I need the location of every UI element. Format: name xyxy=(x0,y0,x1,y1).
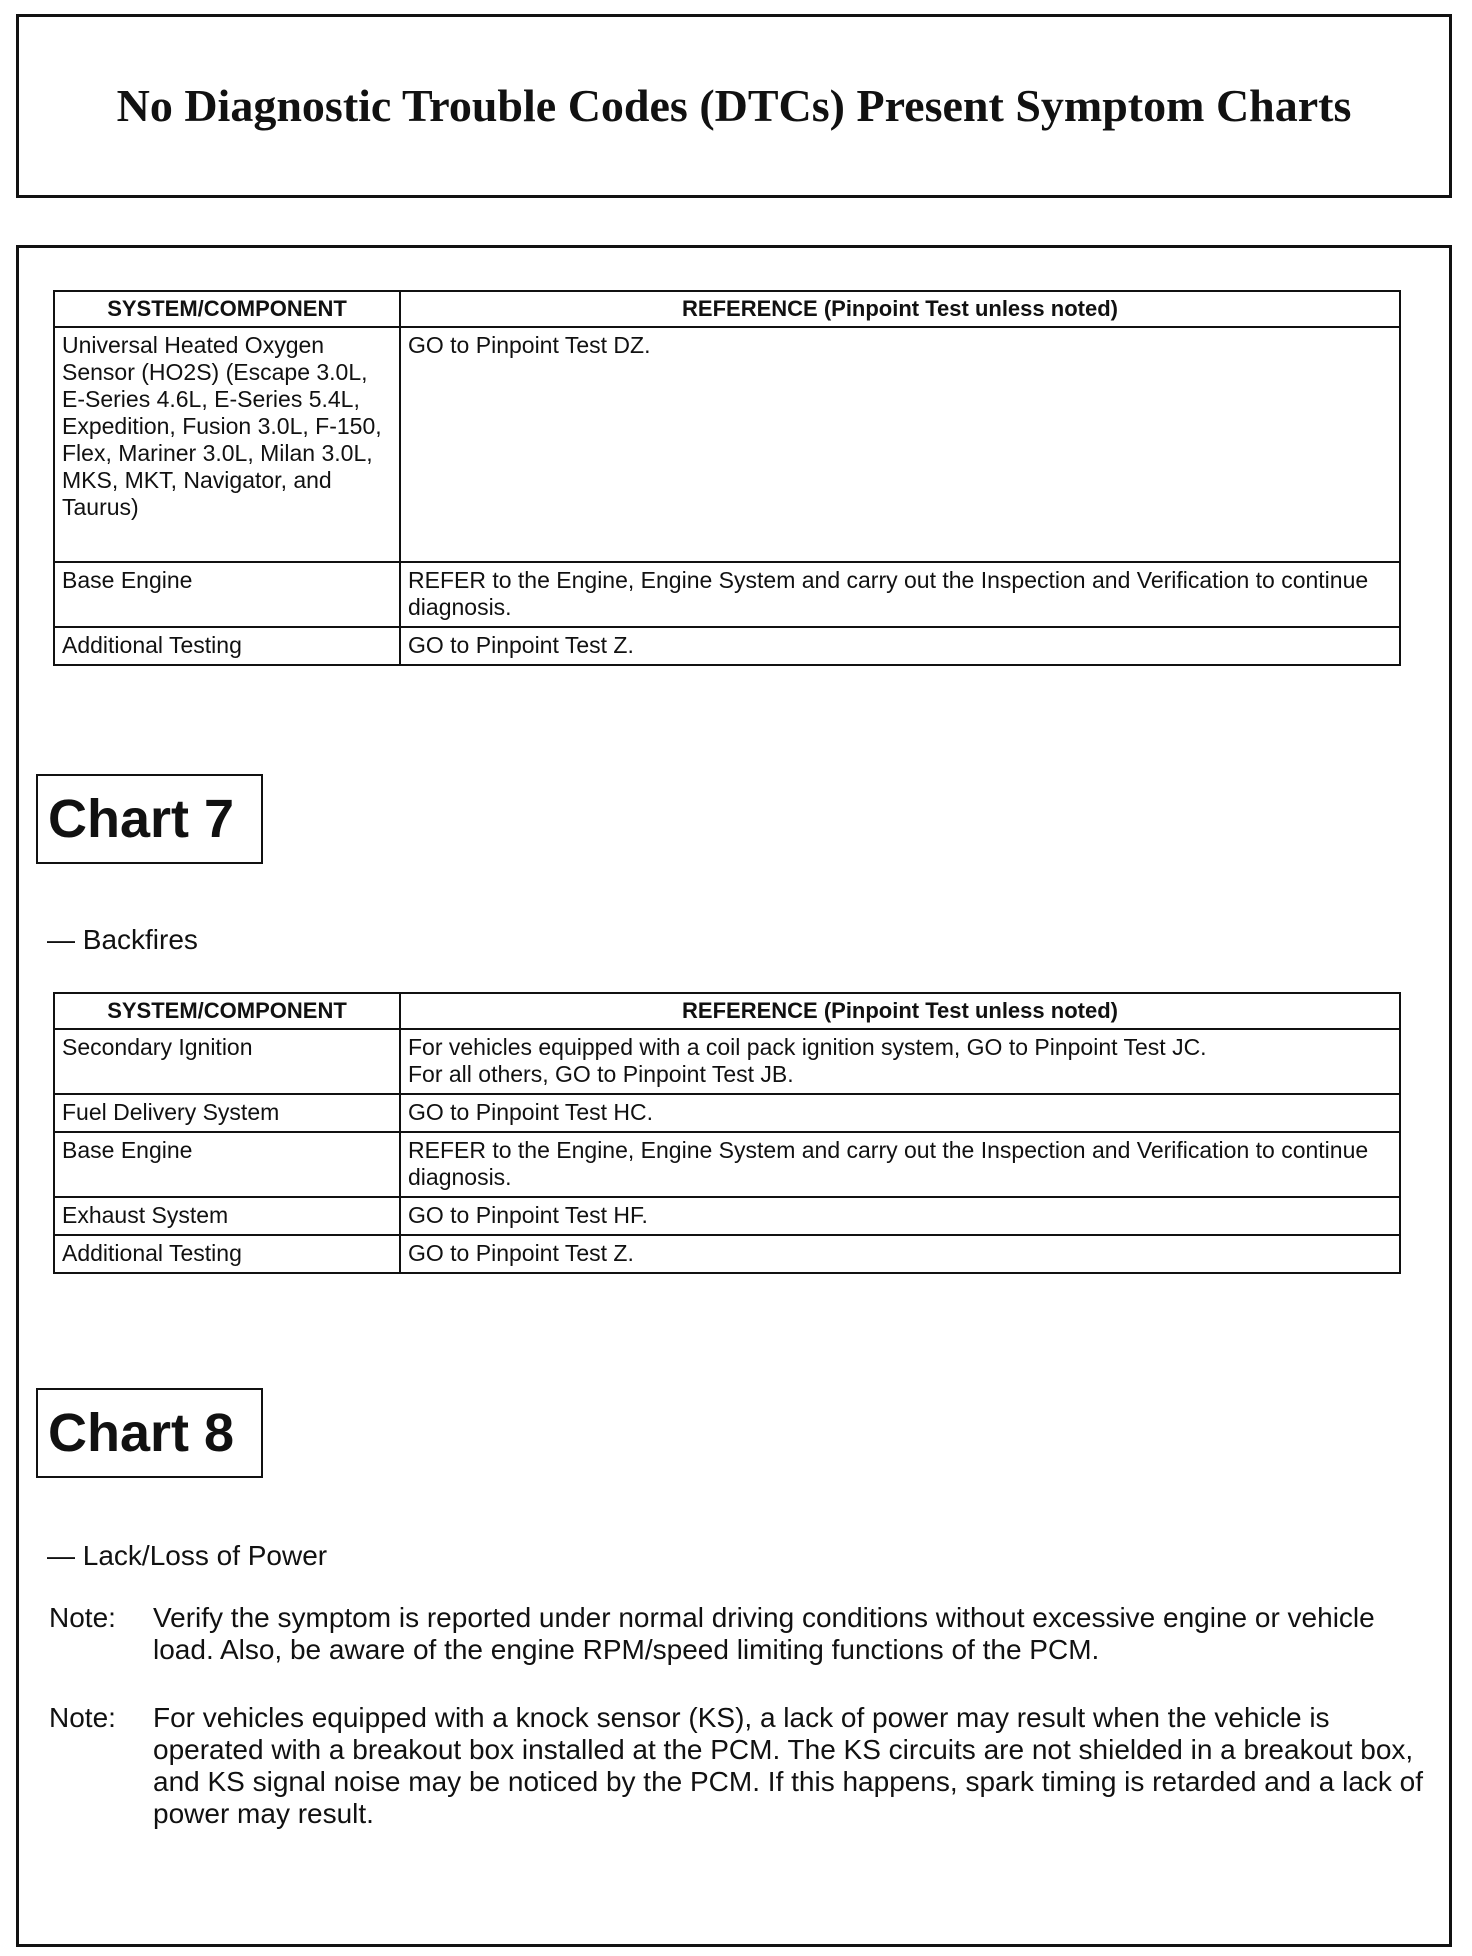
column-header-reference: REFERENCE (Pinpoint Test unless noted) xyxy=(400,291,1400,327)
content-box xyxy=(16,245,1452,1947)
table-row xyxy=(54,627,1400,665)
cell-reference: REFER to the Engine, Engine System and carry out the Inspection and Verification to continue diagnosis. xyxy=(400,1132,1400,1197)
note-2 xyxy=(49,1702,1429,1830)
chart-8-heading: Chart 8 xyxy=(36,1388,263,1478)
cell-system: Base Engine xyxy=(54,1132,400,1197)
table-row xyxy=(54,1094,1400,1132)
table-header-row xyxy=(54,291,1400,327)
note-text: Verify the symptom is reported under normal driving conditions without excessive engine or vehicle load. Also, be aware of the engine RPM/speed limiting functions of the PCM. xyxy=(153,1602,1375,1665)
cell-reference xyxy=(400,1029,1400,1094)
cell-system: Exhaust System xyxy=(54,1197,400,1235)
chart-7-heading: Chart 7 xyxy=(36,774,263,864)
reference-table-chart-7 xyxy=(53,992,1401,1274)
reference-table-1 xyxy=(53,290,1401,666)
cell-reference: GO to Pinpoint Test DZ. xyxy=(400,327,1400,562)
reference-line: For vehicles equipped with a coil pack ignition system, GO to Pinpoint Test JC. xyxy=(408,1034,1207,1060)
chart-7-symptom: — Backfires xyxy=(47,924,198,955)
cell-reference: GO to Pinpoint Test Z. xyxy=(400,1235,1400,1273)
cell-system: Additional Testing xyxy=(54,1235,400,1273)
cell-system: Universal Heated Oxygen Sensor (HO2S) (Escape 3.0L, E-Series 4.6L, E-Series 5.4L, Expedition, Fusion 3.0L, F-150, Flex, Mariner 3.0L, Milan 3.0L, MKS, MKT, Navigator, and Taurus) xyxy=(54,327,400,562)
cell-reference: REFER to the Engine, Engine System and carry out the Inspection and Verification to continue diagnosis. xyxy=(400,562,1400,627)
table-row xyxy=(54,327,1400,562)
table-header-row xyxy=(54,993,1400,1029)
table-row xyxy=(54,1235,1400,1273)
note-text: For vehicles equipped with a knock sensor (KS), a lack of power may result when the vehicle is operated with a breakout box installed at the PCM. The KS circuits are not shielded in a breakout box, and KS signal noise may be noticed by the PCM. If this happens, spark timing is retarded and a lack of power may result. xyxy=(153,1702,1424,1829)
cell-system: Fuel Delivery System xyxy=(54,1094,400,1132)
note-label: Note: xyxy=(49,1602,116,1633)
column-header-system: SYSTEM/COMPONENT xyxy=(54,291,400,327)
cell-reference: GO to Pinpoint Test Z. xyxy=(400,627,1400,665)
column-header-system: SYSTEM/COMPONENT xyxy=(54,993,400,1029)
table-row xyxy=(54,1132,1400,1197)
cell-reference: GO to Pinpoint Test HC. xyxy=(400,1094,1400,1132)
note-1 xyxy=(49,1602,1429,1666)
column-header-reference: REFERENCE (Pinpoint Test unless noted) xyxy=(400,993,1400,1029)
cell-system: Additional Testing xyxy=(54,627,400,665)
note-label: Note: xyxy=(49,1702,116,1733)
cell-system: Base Engine xyxy=(54,562,400,627)
page-title-box xyxy=(16,14,1452,198)
reference-line: For all others, GO to Pinpoint Test JB. xyxy=(408,1061,794,1087)
chart-8-symptom: — Lack/Loss of Power xyxy=(47,1540,328,1571)
cell-system: Secondary Ignition xyxy=(54,1029,400,1094)
cell-reference: GO to Pinpoint Test HF. xyxy=(400,1197,1400,1235)
table-row xyxy=(54,562,1400,627)
table-row xyxy=(54,1029,1400,1094)
page-title: No Diagnostic Trouble Codes (DTCs) Present Symptom Charts xyxy=(116,80,1352,131)
table-row xyxy=(54,1197,1400,1235)
